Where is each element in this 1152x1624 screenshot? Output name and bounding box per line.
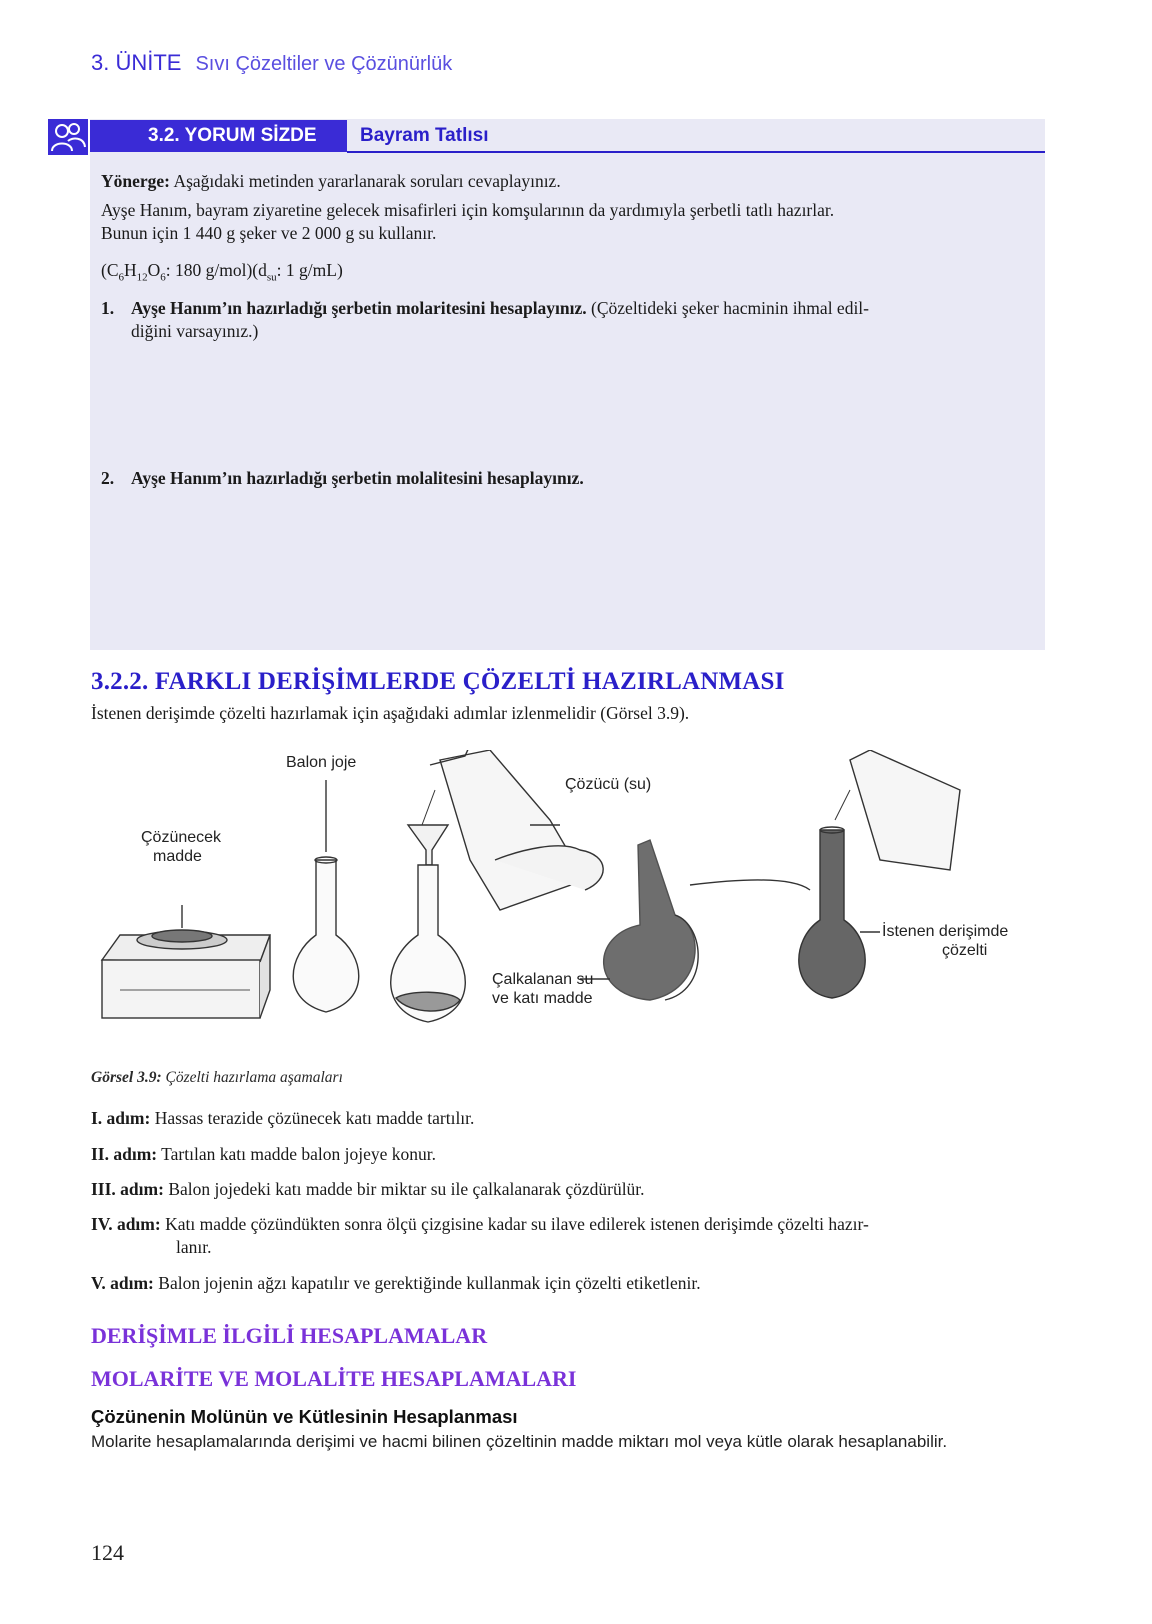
unit-number: 3. ÜNİTE — [91, 50, 182, 75]
label-cozucu: Çözücü (su) — [565, 776, 652, 793]
label-cozunecek: Çözünecek — [141, 829, 222, 846]
activity-tag: 3.2. YORUM SİZDE — [90, 120, 347, 152]
directive-label: Yönerge: — [101, 171, 171, 191]
step-5: V. adım: Balon jojenin ağzı kapatılır ve gerektiğinde kullanmak için çözelti etiketlenir. — [91, 1273, 701, 1293]
label-istenen: İstenen derişimde — [882, 923, 1009, 940]
paragraph-line: Bunun için 1 440 g şeker ve 2 000 g su kullanır. — [101, 223, 437, 243]
activity-title-rule — [347, 151, 1045, 153]
section-intro: İstenen derişimde çözelti hazırlamak için aşağıdaki adımlar izlenmelidir (Görsel 3.9). — [91, 703, 690, 723]
activity-title: Bayram Tatlısı — [360, 125, 489, 146]
paragraph: Molarite hesaplamalarında derişimi ve hacmi bilinen çözeltinin madde miktarı mol veya kütle olarak hesaplanabilir. — [91, 1432, 948, 1451]
unit-title: Sıvı Çözeltiler ve Çözünürlük — [195, 53, 453, 75]
directive-text: Aşağıdaki metinden yararlanarak soruları cevaplayınız. — [173, 171, 561, 191]
directive — [101, 170, 561, 193]
step-2: II. adım: Tartılan katı madde balon jojeye konur. — [91, 1144, 436, 1164]
unit-header — [91, 50, 452, 76]
question-bold: Ayşe Hanım’ın hazırladığı şerbetin molalitesini hesaplayınız. — [131, 468, 584, 488]
label-cozelti: çözelti — [942, 942, 988, 959]
activity-header — [48, 119, 1045, 153]
step-3: III. adım: Balon jojedeki katı madde bir miktar su ile çalkalanarak çözdürülür. — [91, 1179, 645, 1199]
section-heading: 3.2.2. FARKLI DERİŞİMLERDE ÇÖZELTİ HAZIRLANMASI — [91, 668, 785, 695]
step-4: IV. adım: Katı madde çözündükten sonra ölçü çizgisine kadar su ilave edilerek istenen derişimde çözelti hazır- lanır. — [91, 1214, 869, 1257]
label-madde: madde — [153, 848, 202, 865]
step-1: I. adım: Hassas terazide çözünecek katı madde tartılır. — [91, 1108, 475, 1128]
question-rest: (Çözeltideki şeker hacminin ihmal edil- — [586, 298, 869, 318]
figure-caption: Görsel 3.9: Çözelti hazırlama aşamaları — [91, 1069, 343, 1086]
people-icon — [48, 119, 88, 155]
bottle-hand-illustration — [422, 750, 603, 910]
balance-illustration — [102, 930, 270, 1018]
final-flask-illustration — [799, 750, 960, 998]
activity-paragraph — [101, 199, 1031, 245]
subheading: Çözünenin Molünün ve Kütlesinin Hesaplanması — [91, 1406, 518, 1427]
question-rest: diğini varsayınız.) — [131, 321, 259, 341]
label-kati-madde: ve katı madde — [492, 990, 593, 1007]
funnel-flask-illustration — [391, 825, 466, 1022]
question-number: 1. — [101, 298, 115, 318]
empty-flask-illustration — [293, 857, 359, 1012]
heading-molarity-molality: MOLARİTE VE MOLALİTE HESAPLAMALARI — [91, 1366, 577, 1391]
question-number: 2. — [101, 468, 115, 488]
question-2 — [101, 467, 1021, 490]
question-1 — [101, 297, 1021, 343]
figure-solution-steps — [90, 750, 1040, 1075]
question-bold: Ayşe Hanım’ın hazırladığı şerbetin molaritesini hesaplayınız. — [131, 298, 587, 318]
label-calkalanan: Çalkalanan su — [492, 971, 594, 988]
formula-line: ($C_6H_{12}O_6$: 180 $g/mol)(d_{su}$: 1 g/mL) — [101, 260, 343, 284]
paragraph-line: Ayşe Hanım, bayram ziyaretine gelecek misafirleri için komşularının da yardımıyla şerbetli tatlı hazırlar. — [101, 200, 835, 220]
label-balon: Balon joje — [286, 754, 357, 771]
shaking-flask-illustration — [604, 840, 810, 1000]
heading-calculations: DERİŞİMLE İLGİLİ HESAPLAMALAR — [91, 1323, 488, 1348]
page-number: 124 — [91, 1540, 124, 1565]
